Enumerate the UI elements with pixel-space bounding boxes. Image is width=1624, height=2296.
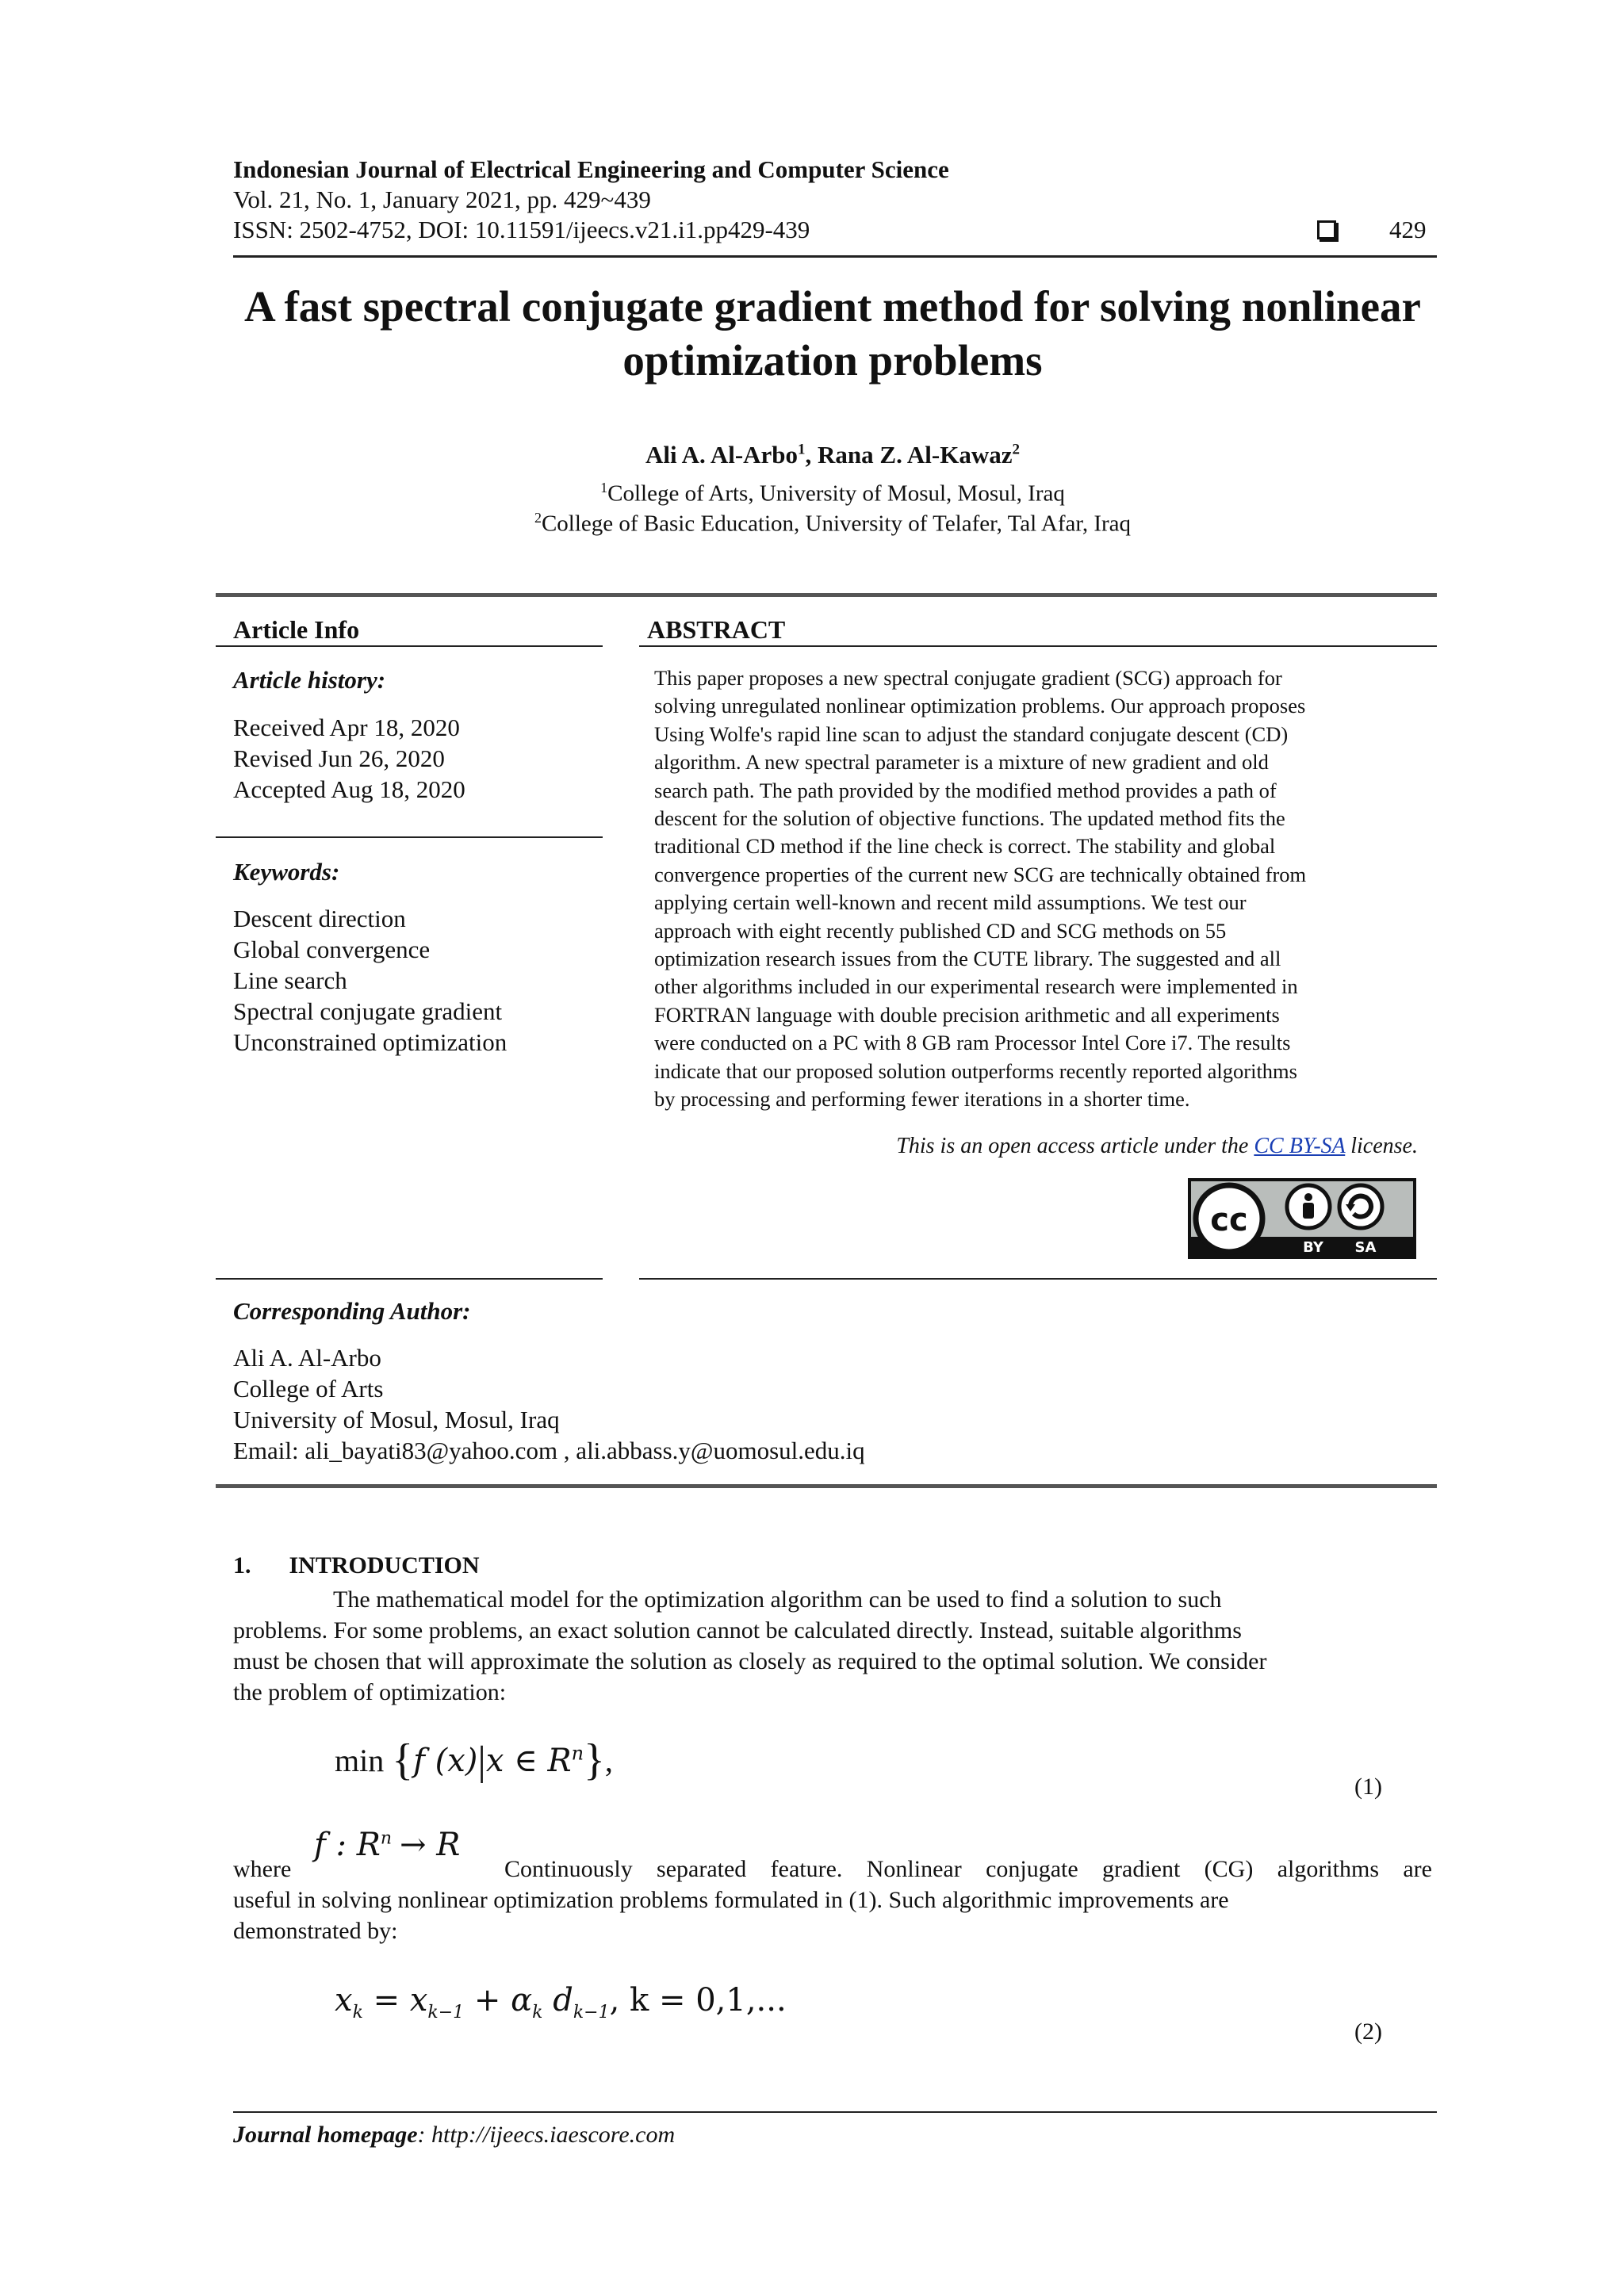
abstract-rule bbox=[639, 645, 1437, 647]
homepage-url[interactable]: : http://ijeecs.iaescore.com bbox=[417, 2122, 676, 2148]
badge-sa-label: SA bbox=[1354, 1239, 1377, 1256]
abstract-bottom-rule bbox=[639, 1278, 1437, 1280]
abstract-line: optimization research issues from the CUTE library. The suggested and all bbox=[654, 947, 1281, 971]
affiliation-2-text: College of Basic Education, University of Telafer, Tal Afar, Iraq bbox=[541, 511, 1132, 537]
eq1-domain: x ∈ R bbox=[485, 1743, 572, 1779]
abstract-line: Using Wolfe's rapid line scan to adjust the standard conjugate descent (CD) bbox=[654, 721, 1289, 746]
info-box-bottom-rule bbox=[216, 1484, 1437, 1488]
eq2-direction: d bbox=[553, 1982, 573, 2019]
received-date: Received Apr 18, 2020 bbox=[233, 714, 460, 741]
equation-1-number: (1) bbox=[1354, 1774, 1382, 1800]
abstract-heading: ABSTRACT bbox=[647, 615, 786, 644]
intro-paragraph-2 bbox=[233, 1854, 1432, 1946]
revised-date: Revised Jun 26, 2020 bbox=[233, 744, 445, 772]
eq2-lhs: x bbox=[335, 1982, 353, 2019]
corresponding-author-college: College of Arts bbox=[233, 1375, 384, 1402]
keywords-rule bbox=[216, 836, 603, 838]
license-post: license. bbox=[1345, 1134, 1418, 1158]
keyword-list bbox=[233, 903, 507, 1058]
footer-rule bbox=[233, 2111, 1437, 2113]
eq2-plus-alpha: + α bbox=[473, 1982, 533, 2019]
page-number: 429 bbox=[1389, 216, 1427, 243]
affiliation-2 bbox=[190, 503, 1475, 539]
keyword-item: Line search bbox=[233, 966, 347, 994]
corresponding-author-block bbox=[233, 1342, 865, 1466]
abstract-line: algorithm. A new spectral parameter is a mixture of new gradient and old bbox=[654, 750, 1269, 775]
keyword-item: Descent direction bbox=[233, 905, 406, 932]
paragraph-line bbox=[233, 1854, 1432, 1885]
author-1-affil-mark: 1 bbox=[798, 441, 806, 458]
title-line-1: A fast spectral conjugate gradient method for solving nonlinear bbox=[244, 282, 1421, 331]
section-number: 1. bbox=[233, 1552, 251, 1578]
license-link[interactable]: CC BY-SA bbox=[1254, 1134, 1346, 1158]
affiliation-1-mark: 1 bbox=[600, 480, 608, 496]
eq1-function: f (x) bbox=[413, 1743, 478, 1779]
corresponding-author-name: Ali A. Al-Arbo bbox=[233, 1344, 381, 1372]
section-title: INTRODUCTION bbox=[289, 1552, 480, 1578]
author-1: Ali A. Al-Arbo bbox=[645, 441, 799, 469]
corresponding-author-university: University of Mosul, Mosul, Iraq bbox=[233, 1406, 560, 1433]
abstract-line: by processing and performing fewer iterations in a shorter time. bbox=[654, 1087, 1190, 1112]
author-separator: , bbox=[805, 441, 818, 469]
author-2: Rana Z. Al-Kawaz bbox=[818, 441, 1013, 469]
journal-homepage bbox=[233, 2122, 675, 2149]
equation-2 bbox=[335, 1982, 787, 2022]
badge-by-label: BY bbox=[1303, 1239, 1323, 1256]
keyword-item: Spectral conjugate gradient bbox=[233, 997, 503, 1025]
map-function: f : R bbox=[314, 1827, 381, 1863]
title-line-2: optimization problems bbox=[622, 336, 1043, 385]
para2-line-2: useful in solving nonlinear optimization problems formulated in (1). Such algorithmic improvements are bbox=[233, 1887, 1229, 1913]
eq2-alpha-index: k bbox=[532, 2003, 543, 2022]
cc-letters: cc bbox=[1210, 1202, 1248, 1238]
abstract-line: were conducted on a PC with 8 GB ram Processor Intel Core i7. The results bbox=[654, 1031, 1291, 1055]
abstract-line: solving unregulated nonlinear optimization problems. Our approach proposes bbox=[654, 694, 1306, 718]
abstract-line: applying certain well-known and recent mild assumptions. We test our bbox=[654, 890, 1247, 915]
journal-name: Indonesian Journal of Electrical Engineering and Computer Science bbox=[233, 155, 949, 183]
abstract-line: FORTRAN language with double precision arithmetic and all experiments bbox=[654, 1002, 1280, 1027]
affiliation-1-text: College of Arts, University of Mosul, Mosul, Iraq bbox=[607, 480, 1065, 507]
abstract-line: This paper proposes a new spectral conjugate gradient (SCG) approach for bbox=[654, 666, 1282, 690]
keyword-item: Unconstrained optimization bbox=[233, 1028, 508, 1056]
eq2-equals: = x bbox=[373, 1982, 428, 2019]
article-info-bottom-rule bbox=[216, 1278, 603, 1280]
eq1-exponent: n bbox=[571, 1742, 584, 1765]
section-heading bbox=[233, 1552, 480, 1579]
homepage-label: Journal homepage bbox=[233, 2122, 418, 2148]
author-list bbox=[190, 441, 1475, 469]
eq2-lhs-index: k bbox=[352, 2003, 363, 2022]
para2-line-1: Continuously separated feature. Nonlinear conjugate gradient (CG) algorithms are bbox=[504, 1856, 1432, 1882]
article-info-heading: Article Info bbox=[233, 615, 360, 644]
journal-volume: Vol. 21, No. 1, January 2021, pp. 429~439 bbox=[233, 186, 651, 213]
paragraph-line: problems. For some problems, an exact solution cannot be calculated directly. Instead, suitable algorithms bbox=[233, 1617, 1242, 1644]
article-history-heading: Article history: bbox=[233, 666, 386, 694]
eq2-direction-index: k−1 bbox=[573, 2003, 610, 2022]
paragraph-line: The mathematical model for the optimization algorithm can be used to find a solution to such bbox=[333, 1586, 1222, 1613]
journal-issn-doi: ISSN: 2502-4752, DOI: 10.11591/ijeecs.v21.i1.pp429-439 bbox=[233, 216, 810, 243]
header-rule bbox=[233, 255, 1437, 258]
license-note bbox=[896, 1134, 1418, 1159]
para2-line-3: demonstrated by: bbox=[233, 1918, 398, 1944]
eq1-min: min bbox=[335, 1743, 385, 1778]
paragraph-line: the problem of optimization: bbox=[233, 1679, 507, 1705]
corresponding-author-heading: Corresponding Author: bbox=[233, 1297, 471, 1325]
abstract-body bbox=[654, 664, 1418, 1114]
accepted-date: Accepted Aug 18, 2020 bbox=[233, 775, 465, 803]
keywords-heading: Keywords: bbox=[233, 858, 340, 886]
license-pre: This is an open access article under the bbox=[896, 1134, 1254, 1158]
where-word: where bbox=[233, 1856, 292, 1882]
article-info-rule bbox=[216, 645, 603, 647]
equation-1: min {f (x)|x ∈ $R^n$}, bbox=[335, 1735, 613, 1785]
abstract-line: other algorithms included in our experimental research were implemented in bbox=[654, 974, 1298, 999]
paper-title bbox=[190, 280, 1475, 388]
info-box-top-rule bbox=[216, 593, 1437, 597]
abstract-line: descent for the solution of objective functions. The updated method fits the bbox=[654, 806, 1285, 831]
checkbox-icon bbox=[1317, 220, 1336, 239]
abstract-line: approach with eight recently published CD and SCG methods on 55 bbox=[654, 918, 1227, 943]
eq2-prev-index: k−1 bbox=[427, 2003, 465, 2022]
affiliation-2-mark: 2 bbox=[534, 510, 542, 526]
abstract-line: traditional CD method if the line check is correct. The stability and global bbox=[654, 834, 1276, 859]
cc-by-sa-badge-graphic bbox=[1188, 1178, 1416, 1259]
author-2-affil-mark: 2 bbox=[1012, 441, 1020, 458]
abstract-line: convergence properties of the current new SCG are technically obtained from bbox=[654, 862, 1307, 886]
equation-2-number: (2) bbox=[1354, 2019, 1382, 2045]
abstract-line: search path. The path provided by the modified method provides a path of bbox=[654, 778, 1277, 802]
map-arrow: → R bbox=[400, 1827, 461, 1863]
share-alike-icon bbox=[1339, 1185, 1382, 1228]
abstract-line: indicate that our proposed solution outperforms recently reported algorithms bbox=[654, 1058, 1297, 1083]
paragraph-line: must be chosen that will approximate the solution as closely as required to the optimal solution. We consider bbox=[233, 1648, 1267, 1674]
map-exponent: n bbox=[380, 1828, 392, 1849]
corresponding-author-email: Email: ali_bayati83@yahoo.com , ali.abbass.y@uomosul.edu.iq bbox=[233, 1437, 865, 1464]
keyword-item: Global convergence bbox=[233, 936, 431, 963]
cc-by-sa-badge[interactable] bbox=[1188, 1178, 1416, 1259]
eq2-k-range: , k = 0,1,... bbox=[609, 1982, 787, 2019]
intro-paragraph-1 bbox=[233, 1584, 1432, 1708]
